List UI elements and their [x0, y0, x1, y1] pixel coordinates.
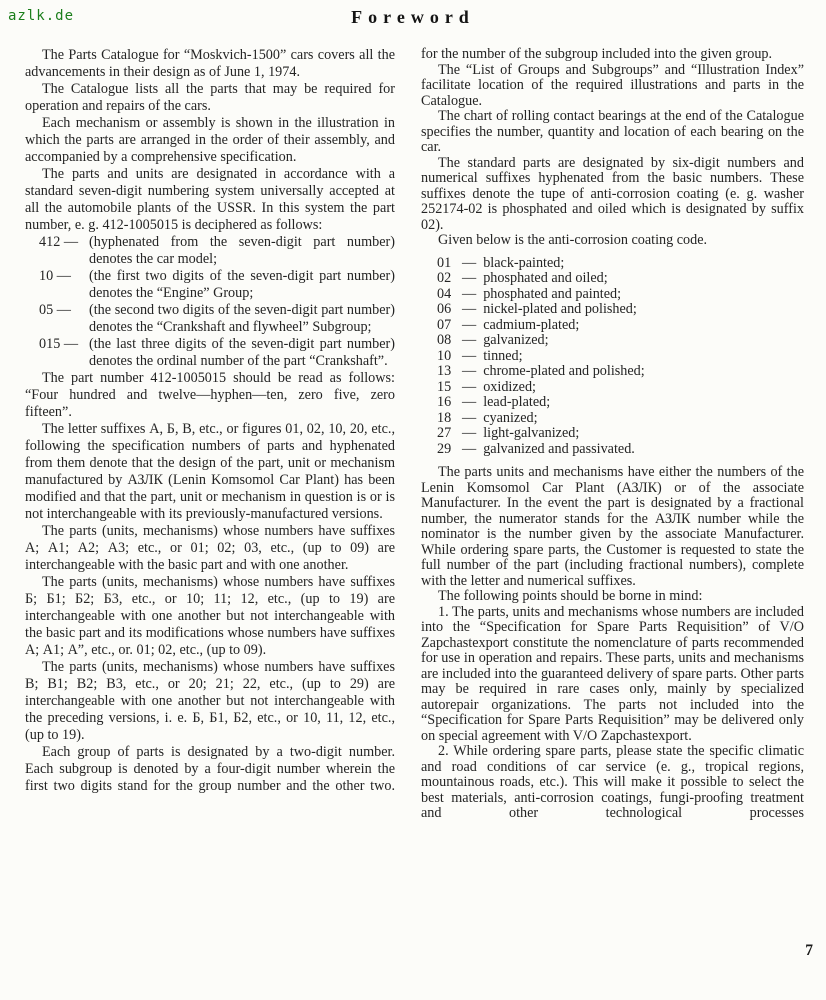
dash-separator: — [462, 409, 477, 426]
coating-code-item [421, 395, 804, 411]
coating-code-item [421, 426, 804, 442]
paragraph: The Parts Catalogue for “Moskvich-1500” cars covers all the advancements in their design as of June 1, 1974. [25, 47, 395, 80]
coating-code-number: 08 [437, 332, 452, 348]
coating-code-item [421, 333, 804, 349]
part-number-definition [25, 234, 395, 268]
coating-code-item [421, 364, 804, 380]
coating-code-description: phosphated and oiled; [483, 270, 608, 286]
coating-code-number: 29 [437, 440, 452, 457]
dash-separator: — [462, 301, 477, 317]
part-number-description: (the last three digits of the seven-digit part number) denotes the ordinal number of the part “Crankshaft”. [89, 336, 395, 369]
dash-separator: — [462, 378, 477, 395]
part-number-term: 05 — [39, 302, 71, 318]
coating-code-description: lead-plated; [483, 394, 551, 410]
coating-code-number: 10 [437, 347, 452, 364]
paragraph: The chart of rolling contact bearings at the end of the Catalogue specifies the number, quantity and location of each bearing on the car. [421, 108, 804, 155]
dash-separator: — [462, 316, 477, 333]
coating-code-number: 16 [437, 394, 452, 410]
coating-code-description: cadmium-plated; [483, 316, 580, 333]
coating-code-item [421, 318, 804, 334]
coating-code-item [421, 349, 804, 365]
site-watermark: azlk.de [8, 8, 75, 24]
paragraph: 2. While ordering spare parts, please state the specific climatic and road conditions of car service (e. g., tropical regions, mountainous roads, etc.). This will make it possible to select the best materials, anti-corrosion coatings, fungi-proofing treatment and other technological processes [421, 743, 804, 821]
paragraph: The Catalogue lists all the parts that may be required for operation and repairs of the cars. [25, 81, 395, 114]
part-number-description: (the first two digits of the seven-digit part number) denotes the “Engine” Group; [89, 268, 395, 301]
part-number-term: 015 — [39, 336, 79, 352]
coating-code-number: 07 [437, 316, 452, 333]
paragraph: The following points should be borne in mind: [438, 588, 703, 604]
left-column [25, 47, 395, 822]
paragraph: The standard parts are designated by six-digit numbers and numerical suffixes hyphenated from the basic numbers. These suffixes denote the tupe of anti-corrosion coating (e. g. washer 252174-02 is phosphated and oiled which is designated by suffix 02). [421, 154, 804, 233]
paragraph: The parts (units, mechanisms) whose numbers have suffixes Б; Б1; Б2; Б3, etc., or 10; 11; 12, etc., (up to 19) are interchangeable with one another but not interchangeable with the basic part and its modifications whose numbers have suffixes А; А1; А”, etc., or. 01; 02, etc., (up to 09). [25, 574, 395, 658]
paragraph: The part number 412-1005015 should be read as follows: “Four hundred and twelve—hyphen—ten, zero five, zero fifteen”. [25, 370, 395, 420]
coating-code-number: 27 [437, 425, 452, 441]
dash-separator: — [462, 270, 477, 286]
coating-code-number: 13 [437, 363, 452, 379]
paragraph: Each mechanism or assembly is shown in the illustration in which the parts are arranged in the order of their assembly, and accompanied by a comprehensive specification. [25, 115, 395, 165]
paragraph: The parts (units, mechanisms) whose numbers have suffixes А; А1; А2; А3; etc., or 01; 02; 03, etc., (up to 09) are interchangeable with the basic part and with one another. [25, 523, 395, 573]
paragraph: The “List of Groups and Subgroups” and “Illustration Index” facilitate location of the required illustrations and parts in the Catalogue. [421, 61, 804, 109]
coating-code-item [421, 287, 804, 303]
dash-separator: — [462, 440, 477, 457]
part-number-term: 10 — [39, 268, 71, 284]
paragraph: Each group of parts is designated by a two-digit number. Each subgroup is denoted by a four-digit number wherein the first two digits stand for the group number and the other two. [25, 744, 395, 794]
part-number-description: (hyphenated from the seven-digit part number) denotes the car model; [89, 234, 395, 267]
coating-code-description: galvanized and passivated. [483, 440, 635, 457]
coating-code-number: 06 [437, 301, 452, 317]
coating-code-number: 18 [437, 409, 452, 426]
dash-separator: — [462, 332, 477, 348]
coating-code-number: 04 [437, 285, 452, 302]
coating-code-description: cyanized; [483, 409, 538, 426]
coating-code-description: tinned; [483, 347, 523, 364]
part-number-term: 412 — [39, 234, 79, 250]
coating-code-item [421, 302, 804, 318]
paragraph: 1. The parts, units and mechanisms whose numbers are included into the “Specification for Spare Parts Requisition” of V/O Zapchastexport constitute the nomenclature of parts recommended for use in operation and repairs. These parts, units and mechanisms are included into the guaranteed delivery of spare parts. Other parts may be required in rare cases only, mainly by specialized autorepair organizations. The parts not included into the “Specification for Spare Parts Requisition” may be delivered only on special agreement with V/O Zapchastexport. [421, 603, 804, 744]
part-number-definition [25, 302, 395, 336]
page-title: Foreword [351, 7, 475, 27]
coating-code-number: 02 [437, 270, 452, 286]
dash-separator: — [462, 363, 477, 379]
dash-separator: — [462, 425, 477, 441]
coating-code-description: chrome-plated and polished; [483, 363, 645, 379]
part-number-definition [25, 336, 395, 370]
dash-separator: — [462, 347, 477, 364]
page-number: 7 [805, 942, 813, 959]
coating-code-item [421, 271, 804, 287]
paragraph: The parts units and mechanisms have either the numbers of the Lenin Komsomol Car Plant (АЗЛК) or of the associate Manufacturer. In the event the part is designated by a fractional number, the numerator stands for the АЗЛК number while the nominator is the number given by the associate Manufacturer. While ordering spare parts, the Customer is requested to state the full number of the part (including fractional numbers), complete with the letter and numerical suffixes. [421, 464, 804, 589]
paragraph: The letter suffixes А, Б, В, etc., or figures 01, 02, 10, 20, etc., following the specification numbers of parts and hyphenated from them denote that the design of the part, unit or mechanism manufactured by АЗЛК (Lenin Komsomol Car Plant) has been modified and that the part, unit or mechanism in question is or is not interchangeable with its previously-manufactured versions. [25, 421, 395, 522]
part-number-description: (the second two digits of the seven-digit part number) denotes the “Crankshaft and flywheel” Subgroup; [89, 302, 395, 335]
dash-separator: — [462, 254, 477, 271]
coating-code-description: galvanized; [483, 332, 549, 348]
coating-code-description: light-galvanized; [483, 425, 580, 441]
dash-separator: — [462, 394, 477, 410]
coating-code-item [421, 256, 804, 272]
coating-code-item [421, 411, 804, 427]
paragraph: The parts (units, mechanisms) whose numbers have suffixes В; В1; В2; В3, etc., or 20; 21; 22, etc., (up to 29) are interchangeable with one another but not interchangeable with the preceding versions, i. e. Б, Б1, Б2, etc., or 10, 11, 12, etc., (up to 19). [25, 659, 395, 743]
coating-code-number: 15 [437, 378, 452, 395]
coating-code-item [421, 442, 804, 458]
part-number-definition [25, 268, 395, 302]
coating-code-description: black-painted; [483, 254, 565, 271]
coating-code-description: nickel-plated and polished; [483, 301, 637, 317]
paragraph: Given below is the anti-corrosion coating code. [438, 232, 708, 248]
coating-code-item [421, 380, 804, 396]
paragraph: The parts and units are designated in accordance with a standard seven-digit numbering system universally accepted at all the automobile plants of the USSR. In this system the part number, e. g. 412-1005015 is deciphered as follows: [25, 166, 395, 233]
paragraph: for the number of the subgroup included into the given group. [421, 46, 773, 62]
text-columns [25, 47, 804, 822]
coating-code-description: oxidized; [483, 378, 536, 395]
right-column [421, 47, 804, 822]
coating-code-description: phosphated and painted; [483, 285, 622, 302]
coating-code-number: 01 [437, 254, 452, 271]
dash-separator: — [462, 285, 477, 302]
